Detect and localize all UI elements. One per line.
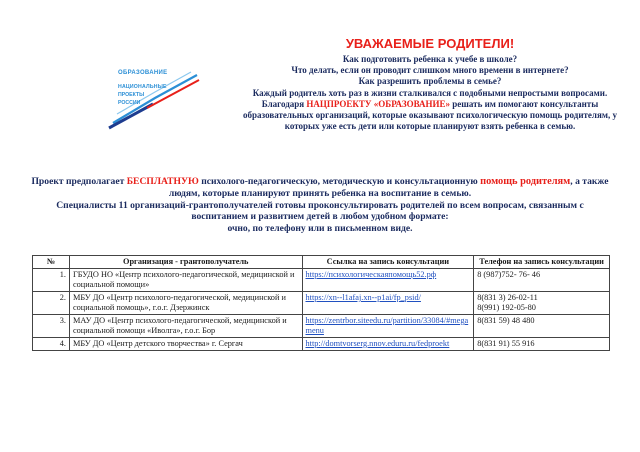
table-header-row — [33, 256, 610, 269]
help-highlight: помощь родителям — [480, 176, 571, 187]
organizations-table — [32, 255, 610, 351]
row-link-cell — [302, 315, 474, 338]
project-line-3: очно, по телефону или в письменном виде. — [227, 223, 413, 235]
row-link-cell — [302, 338, 474, 351]
project-line-1 — [28, 176, 612, 200]
row-link-cell — [302, 292, 474, 315]
project-description — [28, 176, 612, 235]
row-phone: 8(831 59) 48 480 — [474, 315, 610, 338]
row-num: 1. — [33, 269, 70, 292]
table-row — [33, 292, 610, 315]
row-phone: 8(831 3) 26-02-11 8(991) 192-05-80 — [474, 292, 610, 315]
intro-pre: Благодаря — [261, 98, 307, 109]
project-line-2: Специалисты 11 организаций-грантополучателей готовы проконсультировать родителей по всем вопросам, связанным с воспитанием и развитием детей в любом удобном формате: — [56, 199, 584, 223]
natproject-highlight: НАЦПРОЕКТУ «ОБРАЗОВАНИЕ» — [306, 98, 451, 109]
row-link-cell — [302, 269, 474, 292]
question-2: Что делать, если он проводит слишком много времени в интернете? — [291, 65, 569, 76]
consultation-link[interactable]: https://xn--l1afaj.xn--p1ai/fp_psid/ — [305, 293, 421, 302]
row-num: 2. — [33, 292, 70, 315]
header-phone: Телефон на запись консультации — [474, 256, 610, 269]
logo-line-2: НАЦИОНАЛЬНЫЕ — [118, 84, 167, 90]
row-num: 4. — [33, 338, 70, 351]
row-org: МБУ ДО «Центр детского творчества» г. Сергач — [69, 338, 302, 351]
national-projects-logo — [95, 30, 215, 150]
question-1: Как подготовить ребенка к учебе в школе? — [342, 54, 518, 64]
header-link: Ссылка на запись консультации — [302, 256, 474, 269]
row-org: МБУ ДО «Центр психолого-педагогической, медицинской и социальной помощь», г.о.г. Дзержинск — [69, 292, 302, 315]
header-num: № — [33, 256, 70, 269]
intro-paragraph — [240, 99, 620, 133]
project-pre: Проект предполагает — [31, 176, 127, 187]
project-mid: психолого-педагогическую, методическую и консультационную — [198, 176, 481, 187]
header-org: Организация - грантополучатель — [69, 256, 302, 269]
intro-text — [240, 54, 620, 132]
row-org: ГБУДО НО «Центр психолого-педагогической, медицинской и социальной помощи» — [69, 269, 302, 292]
row-org: МАУ ДО «Центр психолого-педагогической, медицинской и социальной помощи «Иволга», г.о.г. Бор — [69, 315, 302, 338]
page-title: УВАЖАЕМЫЕ РОДИТЕЛИ! — [345, 36, 515, 51]
table-row — [33, 315, 610, 338]
row-phone: 8(831 91) 55 916 — [474, 338, 610, 351]
free-highlight: БЕСПЛАТНУЮ — [126, 176, 199, 187]
table-row — [33, 338, 610, 351]
consultation-link[interactable]: https://zentrbor.siteedu.ru/partition/33084/#megamenu — [305, 316, 469, 335]
question-3: Как разрешить проблемы в семье? — [358, 76, 502, 87]
question-4: Каждый родитель хоть раз в жизни сталкивался с подобными непростыми вопросами. — [252, 87, 608, 98]
row-num: 3. — [33, 315, 70, 338]
logo-line-3: ПРОЕКТЫ — [118, 92, 145, 98]
intro-post: решать им помогают консультанты образовательных организаций, которые оказывают психологическую помощь родителям, у которых уже есть дети или которые планируют взять ребенка в семью. — [243, 98, 617, 132]
consultation-link[interactable]: http://domtvorserg.nnov.eduru.ru/fedproekt — [305, 339, 450, 348]
consultation-link[interactable]: https://психологическаяпомощь52.рф — [305, 270, 437, 279]
row-phone: 8 (987)752- 76- 46 — [474, 269, 610, 292]
project-post: , а также людям, которые планируют принять ребенка на воспитание в семью. — [168, 176, 609, 199]
logo-line-1: ОБРАЗОВАНИЕ — [118, 70, 168, 76]
table-row — [33, 269, 610, 292]
logo-line-4: РОССИИ — [118, 100, 141, 106]
